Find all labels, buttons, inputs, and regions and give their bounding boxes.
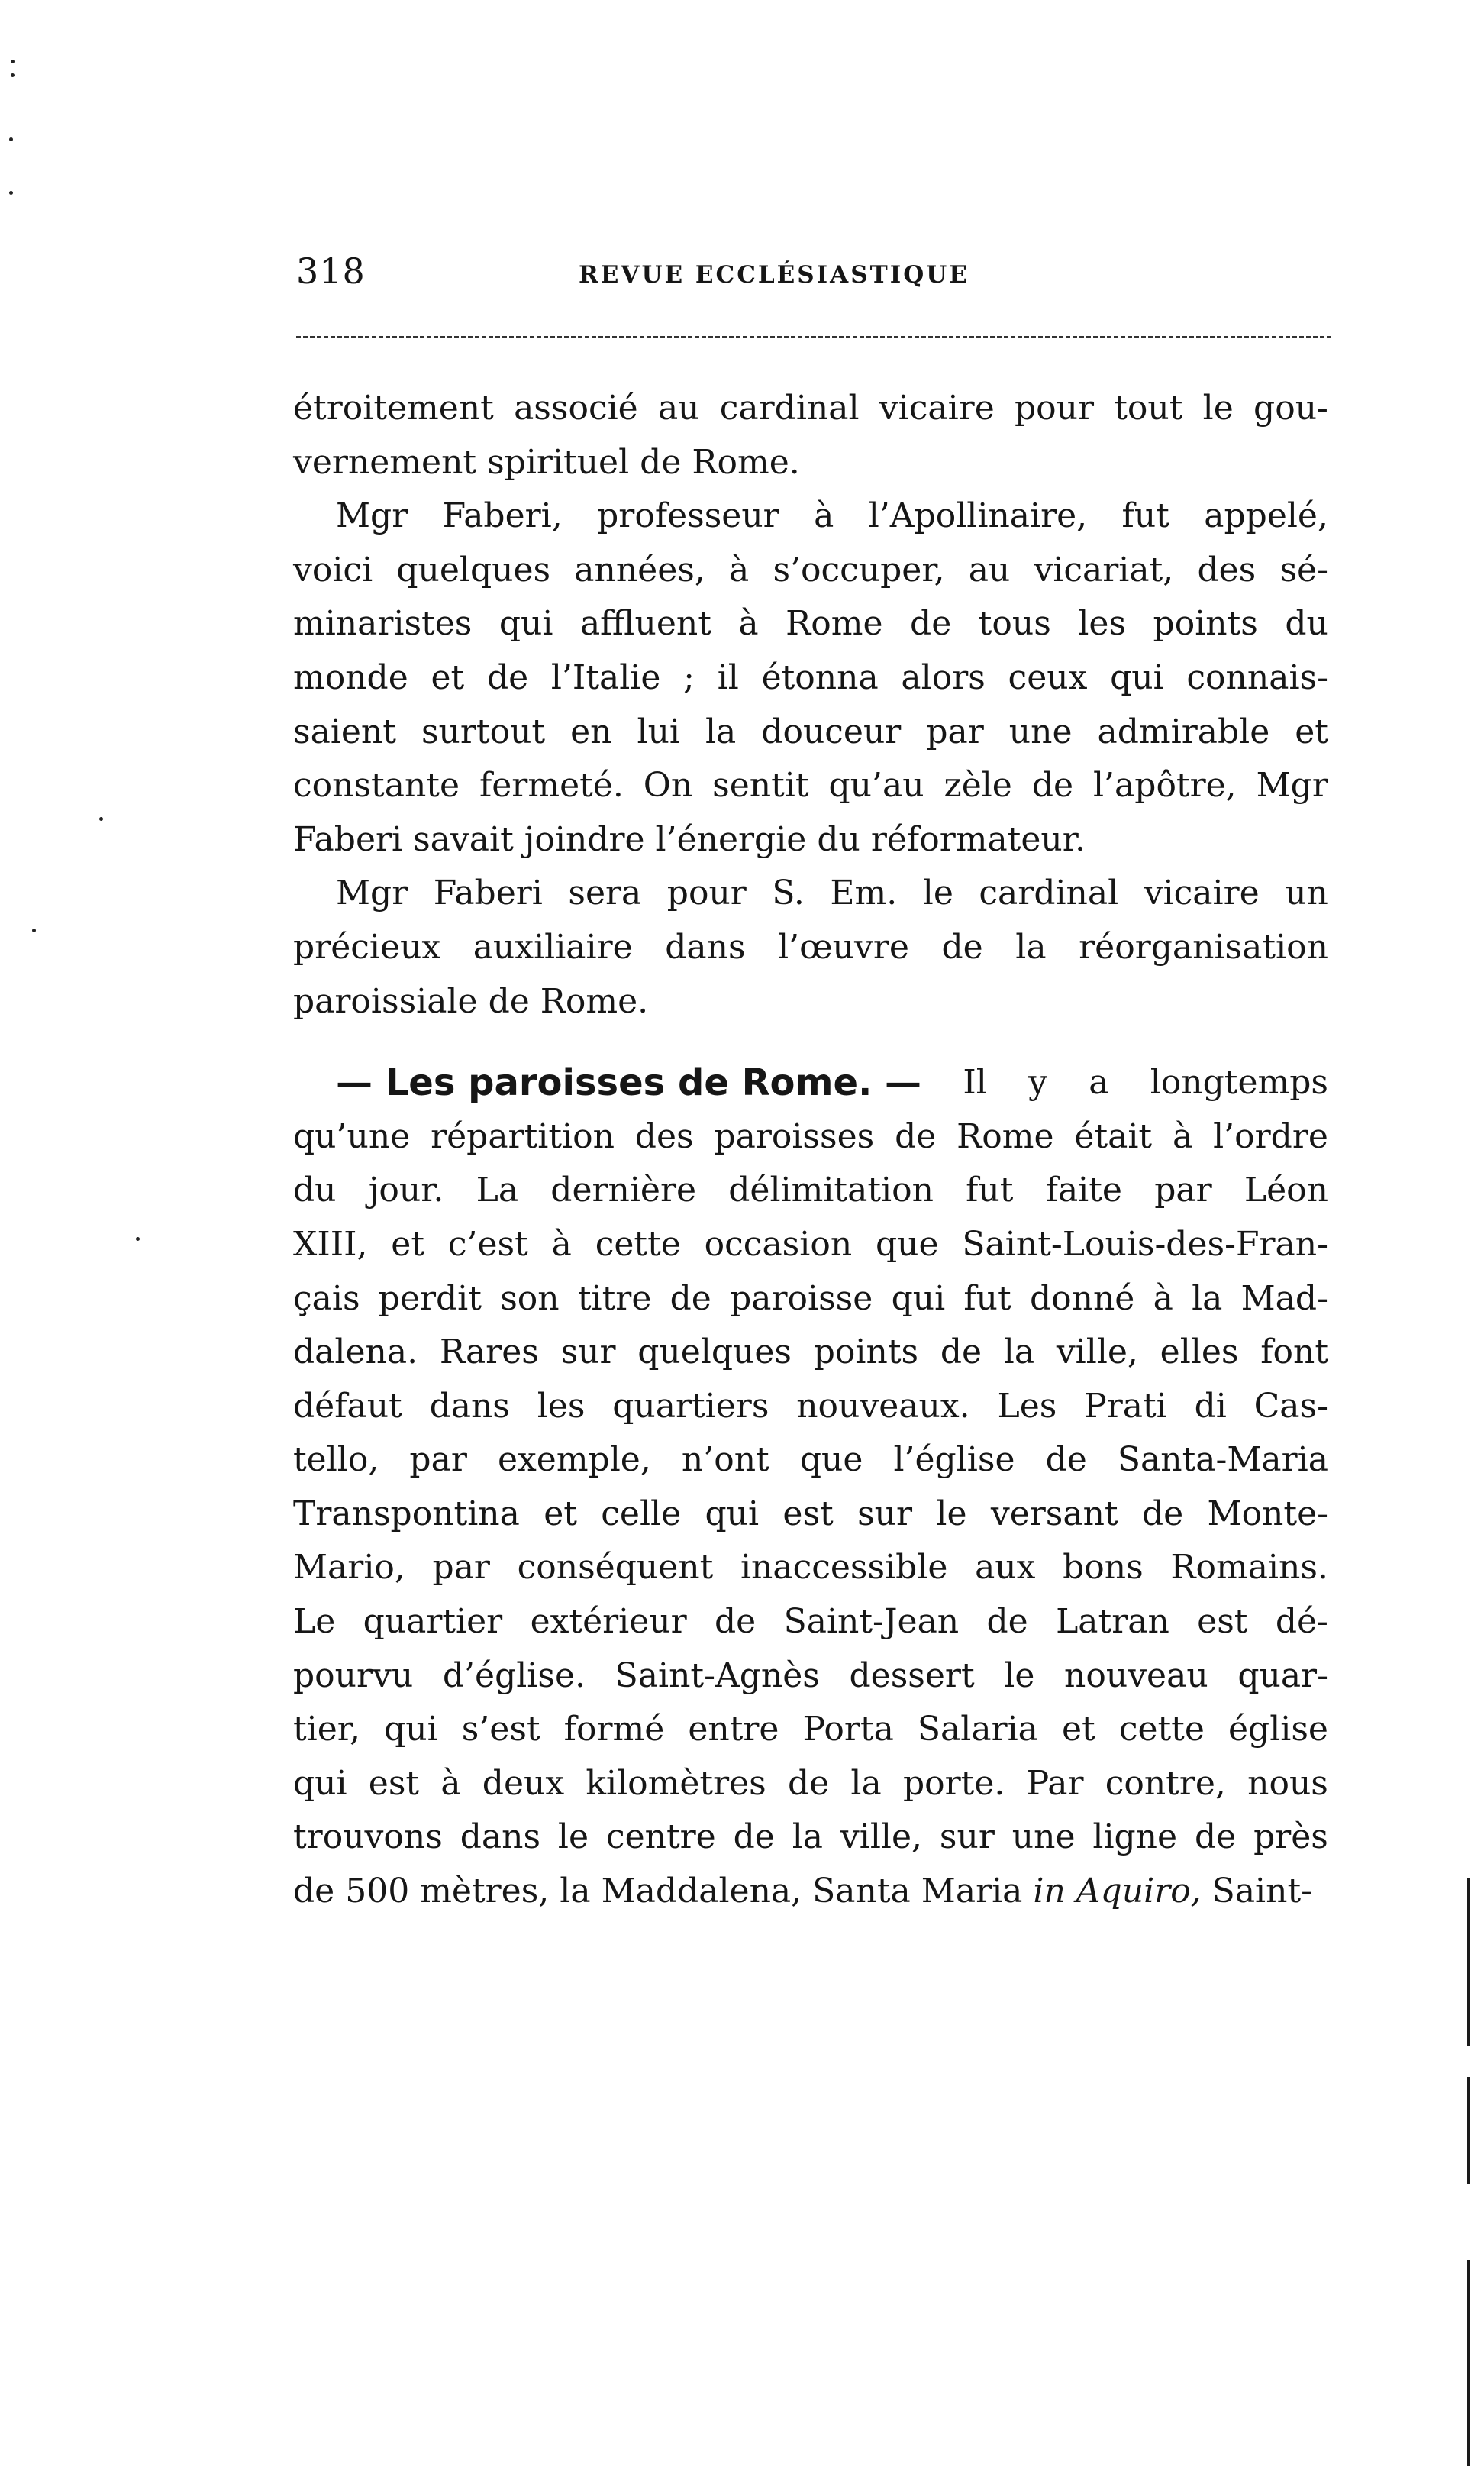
word: vernement [293, 442, 477, 482]
word: de [1045, 1440, 1087, 1480]
header-rule [296, 336, 1331, 338]
word: Santa [812, 1872, 911, 1911]
page-number: 318 [296, 250, 366, 292]
word: les [1078, 604, 1127, 644]
word: par [1154, 1171, 1212, 1210]
text-line [293, 975, 1328, 1029]
word: que [876, 1224, 939, 1264]
text-line [293, 1218, 1328, 1272]
word: joindre [524, 819, 645, 859]
text-line [293, 544, 1328, 598]
word: donné [1029, 1278, 1135, 1318]
scan-speck [32, 929, 36, 932]
word: jour. [368, 1171, 444, 1210]
word: versant [990, 1494, 1118, 1533]
word: de [486, 657, 529, 697]
scan-speck [9, 137, 13, 141]
word: sera [568, 874, 642, 913]
word: une [1008, 712, 1073, 751]
word: Par [1026, 1763, 1084, 1803]
word: affluent [579, 604, 711, 644]
section-gap [293, 1029, 1328, 1056]
word: à [814, 496, 834, 536]
word: tous [978, 604, 1051, 644]
word: gou- [1253, 389, 1328, 428]
word: saient [293, 712, 396, 751]
word: de [669, 1278, 711, 1318]
word: du [1285, 604, 1328, 644]
word: Il [963, 1063, 987, 1103]
word: Porta [802, 1710, 894, 1749]
word: Rares [439, 1332, 539, 1372]
word: Faberi [293, 819, 403, 859]
text-line [293, 489, 1328, 544]
word: Prati [1084, 1386, 1167, 1426]
word: à [440, 1763, 461, 1803]
word: l’Italie [550, 657, 661, 697]
scan-speck [11, 73, 15, 77]
word: étonna [761, 657, 879, 697]
paragraph [293, 489, 1328, 867]
word: mètres, [420, 1872, 550, 1911]
word: des [1197, 550, 1257, 589]
word: elles [1160, 1332, 1239, 1372]
word: perdit [378, 1278, 482, 1318]
word: à [1172, 1116, 1193, 1156]
word: de [1141, 1494, 1184, 1533]
text-line [293, 1380, 1328, 1434]
scan-speck [9, 191, 13, 195]
word: occasion [704, 1224, 853, 1264]
word: extérieur [530, 1602, 687, 1642]
word: et [1062, 1710, 1095, 1749]
word: la [560, 1872, 591, 1911]
word: contre, [1105, 1763, 1226, 1803]
text-line [293, 651, 1328, 706]
word: du [293, 1171, 337, 1210]
word: le [936, 1494, 967, 1533]
scan-speck [99, 817, 103, 821]
word: titre [577, 1278, 652, 1318]
word: ville, [1056, 1332, 1138, 1372]
word: Saint-Agnès [615, 1655, 820, 1695]
paragraph [293, 1056, 1328, 1919]
text-line [293, 1649, 1328, 1704]
word: Maria [921, 1872, 1023, 1911]
scan-edge-mark [1467, 2260, 1470, 2466]
word: de [488, 981, 530, 1021]
word: vicaire [1144, 874, 1260, 913]
word: ceux [1008, 657, 1088, 697]
scan-edge-mark [1467, 1878, 1470, 2046]
word: l’ordre [1213, 1116, 1328, 1156]
paragraph [293, 382, 1328, 489]
word: ligne [1092, 1817, 1178, 1857]
word: vicariat, [1034, 550, 1174, 589]
word: a [1089, 1063, 1109, 1103]
word: était [1074, 1116, 1153, 1156]
word: à [738, 604, 759, 644]
word: par [432, 1548, 490, 1588]
word: Le [293, 1602, 336, 1642]
word: lui [637, 712, 680, 751]
word: de [787, 1763, 830, 1803]
text-line [293, 1595, 1328, 1649]
word: sur [560, 1332, 616, 1372]
word: du [817, 819, 860, 859]
word: sur [857, 1494, 913, 1533]
word: Mgr [1256, 766, 1328, 806]
word: di [1194, 1386, 1227, 1426]
running-title: REVUE ECCLÉSIASTIQUE [579, 261, 969, 289]
word: près [1253, 1817, 1328, 1857]
word: 500 [345, 1872, 410, 1911]
word: auxiliaire [473, 927, 633, 967]
text-line [293, 1757, 1328, 1811]
text-line [293, 1056, 1328, 1110]
word: dernière [550, 1171, 697, 1210]
word: la [1015, 927, 1047, 967]
word: Monte- [1207, 1494, 1328, 1533]
word: Salaria [917, 1710, 1038, 1749]
word: est [782, 1494, 834, 1533]
word: Faberi, [442, 496, 563, 536]
word: s’est [461, 1710, 540, 1749]
word: qui [1110, 657, 1164, 697]
word: la [1192, 1278, 1223, 1318]
word: pour [666, 874, 747, 913]
word: et [1295, 712, 1328, 751]
word: quartiers [612, 1386, 769, 1426]
word: est [1197, 1602, 1248, 1642]
word: in Aquiro, [1033, 1872, 1202, 1911]
scan-speck [136, 1237, 140, 1241]
word: une [1011, 1817, 1076, 1857]
word: Em. [830, 874, 898, 913]
word: faite [1045, 1171, 1122, 1210]
word: y [1028, 1063, 1047, 1103]
text-line [293, 759, 1328, 813]
word: dans [460, 1817, 541, 1857]
word: formé [563, 1710, 665, 1749]
word: de [715, 1602, 757, 1642]
word: Saint-Jean [783, 1602, 960, 1642]
word: fermeté. [479, 766, 624, 806]
word: église [1228, 1710, 1328, 1749]
word: à [551, 1224, 572, 1264]
word: kilomètres [586, 1763, 766, 1803]
word: tier, [293, 1710, 360, 1749]
word: dans [665, 927, 746, 967]
word: réformateur. [870, 819, 1086, 859]
word: paroissiale [293, 981, 478, 1021]
text-line [293, 382, 1328, 436]
word: voici [293, 550, 373, 589]
word: s’occuper, [773, 550, 945, 589]
word: conséquent [517, 1548, 714, 1588]
word: Rome. [540, 981, 649, 1021]
text-line [293, 1164, 1328, 1218]
word: constante [293, 766, 460, 806]
word: sur [939, 1817, 995, 1857]
word: ; [683, 657, 695, 697]
word: l’Apollinaire, [868, 496, 1088, 536]
word: défaut [293, 1386, 402, 1426]
word: Mad- [1240, 1278, 1328, 1318]
word: fut [963, 1278, 1011, 1318]
word: tello, [293, 1440, 379, 1480]
word: ville, [840, 1817, 923, 1857]
word: son [500, 1278, 560, 1318]
word: le [557, 1817, 589, 1857]
word: de [941, 927, 983, 967]
word: Latran [1056, 1602, 1169, 1642]
word: Léon [1244, 1171, 1328, 1210]
word: étroitement [293, 389, 494, 428]
word: la [850, 1763, 882, 1803]
word: admirable [1097, 712, 1270, 751]
text-line [293, 867, 1328, 921]
word: trouvons [293, 1817, 443, 1857]
text-line [293, 1810, 1328, 1865]
word: Faberi [433, 874, 543, 913]
word: à [729, 550, 750, 589]
word: Rome [957, 1116, 1054, 1156]
word: cette [1118, 1710, 1205, 1749]
word: de [986, 1602, 1028, 1642]
word: alors [901, 657, 986, 697]
word: sé- [1279, 550, 1328, 589]
word: savait [413, 819, 514, 859]
word: Romains. [1170, 1548, 1328, 1588]
word: çais [293, 1278, 360, 1318]
word: qu’au [828, 766, 924, 806]
word: bons [1063, 1548, 1144, 1588]
page-header [296, 243, 1333, 304]
word: minaristes [293, 604, 473, 644]
word: et [431, 657, 465, 697]
word: l’apôtre, [1092, 766, 1237, 806]
word: n’ont [681, 1440, 769, 1480]
word: que [799, 1440, 863, 1480]
word: exemple, [497, 1440, 651, 1480]
word: qui [891, 1278, 946, 1318]
word: l’église [893, 1440, 1015, 1480]
text-line [293, 1433, 1328, 1487]
word: qu’une [293, 1116, 411, 1156]
word: spirituel [487, 442, 630, 482]
word: de [1031, 766, 1074, 806]
word: deux [482, 1763, 565, 1803]
word: Cas- [1253, 1386, 1328, 1426]
word: par [926, 712, 984, 751]
text-line [293, 436, 1328, 490]
word: années, [574, 550, 705, 589]
word: réorganisation [1079, 927, 1328, 967]
word: qui [384, 1710, 438, 1749]
word: On [643, 766, 693, 806]
text-line [293, 1865, 1328, 1919]
word: surtout [421, 712, 546, 751]
word: Maddalena, [601, 1872, 802, 1911]
word: porte. [902, 1763, 1005, 1803]
word: Mgr [336, 496, 408, 536]
word: l’énergie [655, 819, 807, 859]
word: fut [966, 1171, 1014, 1210]
word: il [717, 657, 739, 697]
word: entre [688, 1710, 779, 1749]
word: un [1285, 874, 1328, 913]
word: quelques [637, 1332, 792, 1372]
scan-edge-mark [1467, 2077, 1470, 2184]
word: Rome. [692, 442, 800, 482]
word: sentit [712, 766, 809, 806]
word: de [640, 442, 682, 482]
text-line [293, 1326, 1328, 1380]
word: le [922, 874, 953, 913]
text-line [293, 921, 1328, 975]
word: nouveau [1064, 1655, 1208, 1695]
word: répartition [431, 1116, 615, 1156]
word: paroisses [714, 1116, 875, 1156]
text-line [293, 1487, 1328, 1542]
text-line [293, 706, 1328, 760]
word: est [368, 1763, 420, 1803]
word: de [733, 1817, 775, 1857]
word: au [657, 389, 700, 428]
word: Saint- [1211, 1872, 1313, 1911]
text-line [293, 813, 1328, 867]
word: appelé, [1204, 496, 1328, 536]
word: monde [293, 657, 408, 697]
section-heading: — Les paroisses de Rome. — [336, 1061, 922, 1105]
word: Mgr [336, 874, 408, 913]
word: la [705, 712, 737, 751]
word: font [1260, 1332, 1328, 1372]
word: nouveaux. [796, 1386, 970, 1426]
word: à [1153, 1278, 1173, 1318]
word: pourvu [293, 1655, 414, 1695]
text-line [293, 597, 1328, 651]
word: au [968, 550, 1011, 589]
word: longtemps [1150, 1063, 1328, 1103]
word: qui [705, 1494, 760, 1533]
word: de [895, 1116, 937, 1156]
word: cardinal [719, 389, 860, 428]
word: quartier [363, 1602, 503, 1642]
word: de [940, 1332, 982, 1372]
word: dé- [1275, 1602, 1328, 1642]
word: points [1153, 604, 1258, 644]
word: cette [595, 1224, 681, 1264]
word: par [409, 1440, 467, 1480]
text-line [293, 1272, 1328, 1326]
body-text [293, 382, 1328, 1919]
word: S. [772, 874, 805, 913]
word: professeur [597, 496, 779, 536]
word: des [634, 1116, 694, 1156]
word: qui [293, 1763, 347, 1803]
word: pour [1014, 389, 1094, 428]
word: paroisse [730, 1278, 873, 1318]
word: douceur [761, 712, 902, 751]
word: inaccessible [740, 1548, 948, 1588]
word: de [1194, 1817, 1237, 1857]
word: centre [605, 1817, 716, 1857]
word: vicaire [879, 389, 995, 428]
word: Santa-Maria [1117, 1440, 1328, 1480]
word: zèle [944, 766, 1012, 806]
word: le [1004, 1655, 1035, 1695]
word: Mario, [293, 1548, 405, 1588]
word: quar- [1237, 1655, 1328, 1695]
word: c’est [447, 1224, 528, 1264]
text-line [293, 1541, 1328, 1595]
word: d’église. [442, 1655, 586, 1695]
text-line [293, 1110, 1328, 1164]
word: précieux [293, 927, 441, 967]
word: dalena. [293, 1332, 418, 1372]
word: Rome [786, 604, 883, 644]
word: nous [1247, 1763, 1328, 1803]
word: qui [498, 604, 553, 644]
word: et [391, 1224, 425, 1264]
word: points [813, 1332, 919, 1372]
paragraph [293, 867, 1328, 1029]
word: celle [601, 1494, 682, 1533]
text-line [293, 1703, 1328, 1757]
word: aux [975, 1548, 1036, 1588]
word: connais- [1186, 657, 1328, 697]
word: tout [1114, 389, 1183, 428]
word: l’œuvre [778, 927, 909, 967]
word: associé [514, 389, 638, 428]
word: Les [997, 1386, 1057, 1426]
word: le [1202, 389, 1234, 428]
word: la [1003, 1332, 1035, 1372]
word: dans [429, 1386, 510, 1426]
word: les [537, 1386, 586, 1426]
word: cardinal [979, 874, 1119, 913]
word: la [792, 1817, 824, 1857]
scan-speck [11, 60, 15, 63]
word: en [570, 712, 612, 751]
word: et [544, 1494, 577, 1533]
word: fut [1121, 496, 1169, 536]
word: dessert [849, 1655, 975, 1695]
word: de [293, 1872, 335, 1911]
word: Saint-Louis-des-Fran- [962, 1224, 1328, 1264]
word: XIII, [293, 1224, 368, 1264]
word: Transpontina [293, 1494, 520, 1533]
word: La [476, 1171, 519, 1210]
word: quelques [396, 550, 551, 589]
word: délimitation [728, 1171, 934, 1210]
word: de [910, 604, 952, 644]
